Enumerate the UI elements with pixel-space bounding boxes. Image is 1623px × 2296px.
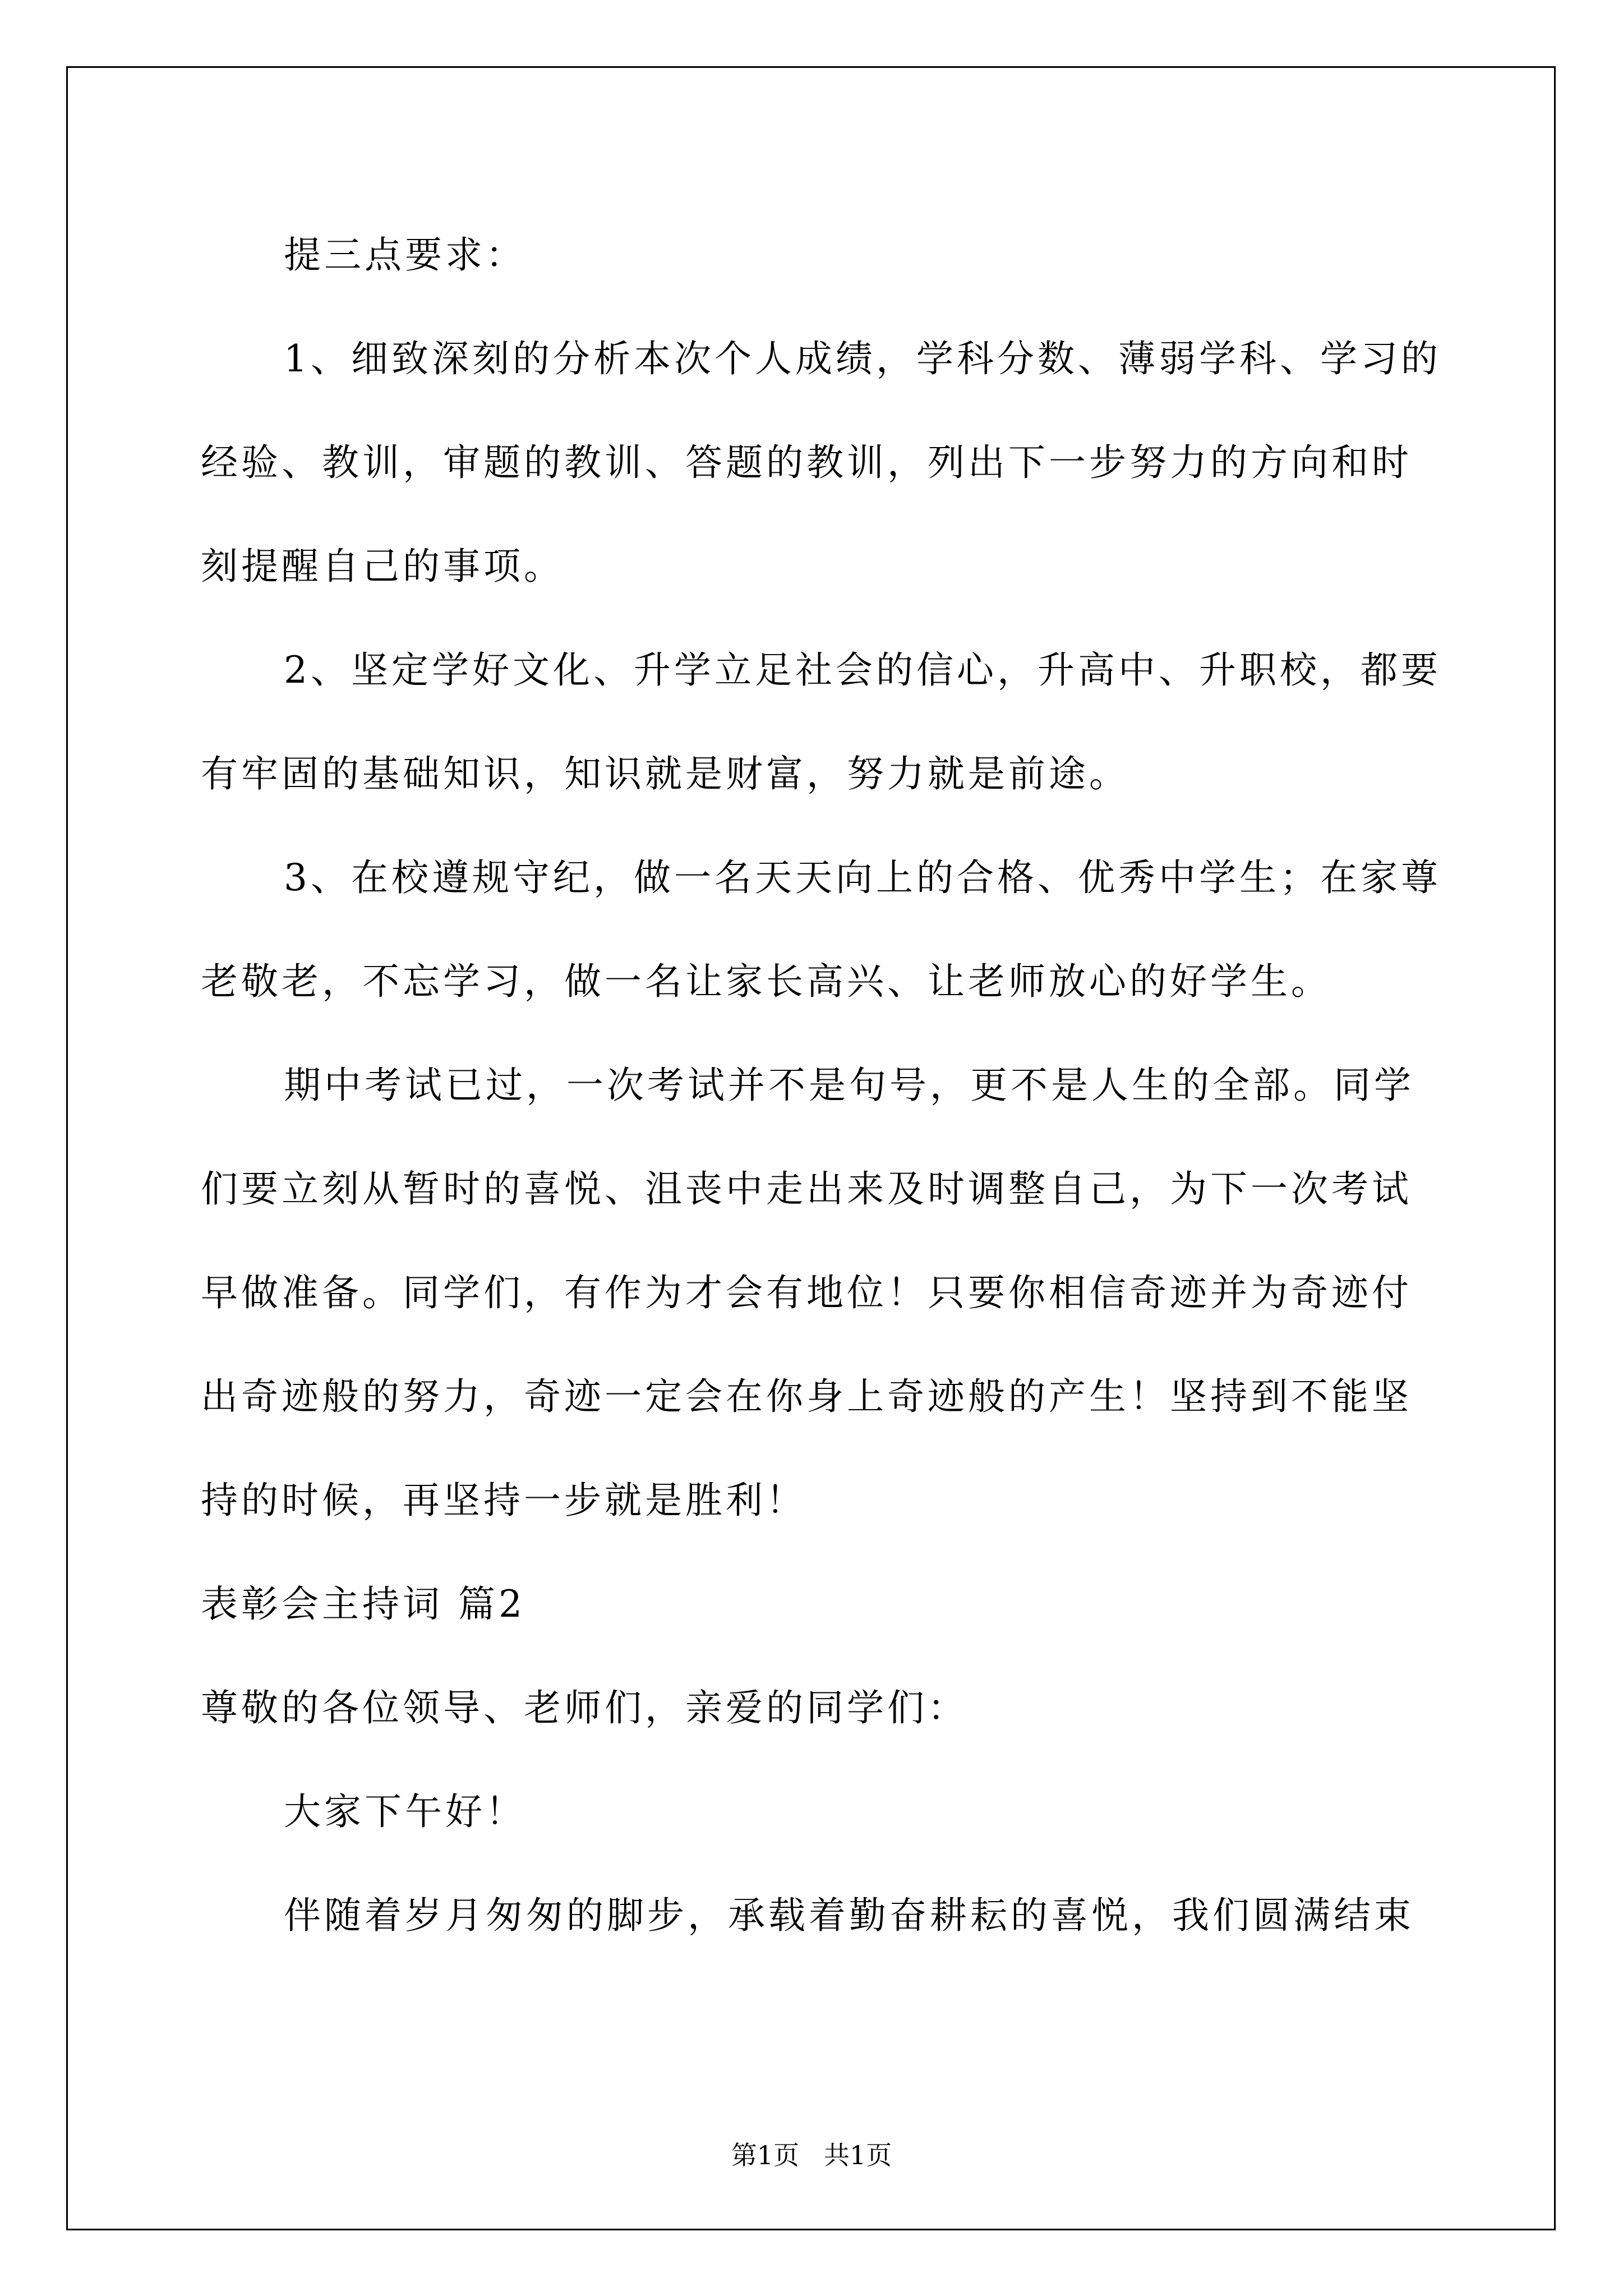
text-line: 们要立刻从暂时的喜悦、沮丧中走出来及时调整自己，为下一次考试 bbox=[201, 1167, 1412, 1211]
text-line: 经验、教训，审题的教训、答题的教训，列出下一步努力的方向和时 bbox=[201, 441, 1412, 484]
text-line: 有牢固的基础知识，知识就是财富，努力就是前途。 bbox=[201, 752, 1129, 795]
text-line: 持的时候，再坚持一步就是胜利！ bbox=[201, 1479, 806, 1522]
text-line: 伴随着岁月匆匆的脚步，承载着勤奋耕耘的喜悦，我们圆满结束 bbox=[284, 1894, 1414, 1937]
section-title: 表彰会主持词 篇2 bbox=[201, 1582, 525, 1626]
text-line: 1、细致深刻的分析本次个人成绩，学科分数、薄弱学科、学习的 bbox=[284, 337, 1441, 380]
greeting: 大家下午好！ bbox=[284, 1790, 526, 1833]
text-line: 2、坚定学好文化、升学立足社会的信心，升高中、升职校，都要 bbox=[284, 648, 1441, 692]
text-line: 刻提醒自己的事项。 bbox=[201, 545, 564, 588]
salutation: 尊敬的各位领导、老师们，亲爱的同学们： bbox=[201, 1686, 968, 1729]
requirements-heading: 提三点要求： bbox=[284, 233, 526, 277]
text-line: 早做准备。同学们，有作为才会有地位！只要你相信奇迹并为奇迹付 bbox=[201, 1271, 1412, 1314]
page-footer: 第1页 共1页 bbox=[731, 2140, 892, 2170]
text-line: 期中考试已过，一次考试并不是句号，更不是人生的全部。同学 bbox=[284, 1064, 1414, 1107]
text-line: 老敬老，不忘学习，做一名让家长高兴、让老师放心的好学生。 bbox=[201, 960, 1331, 1003]
text-line: 3、在校遵规守纪，做一名天天向上的合格、优秀中学生；在家尊 bbox=[284, 856, 1441, 899]
text-line: 出奇迹般的努力，奇迹一定会在你身上奇迹般的产生！坚持到不能坚 bbox=[201, 1375, 1412, 1418]
